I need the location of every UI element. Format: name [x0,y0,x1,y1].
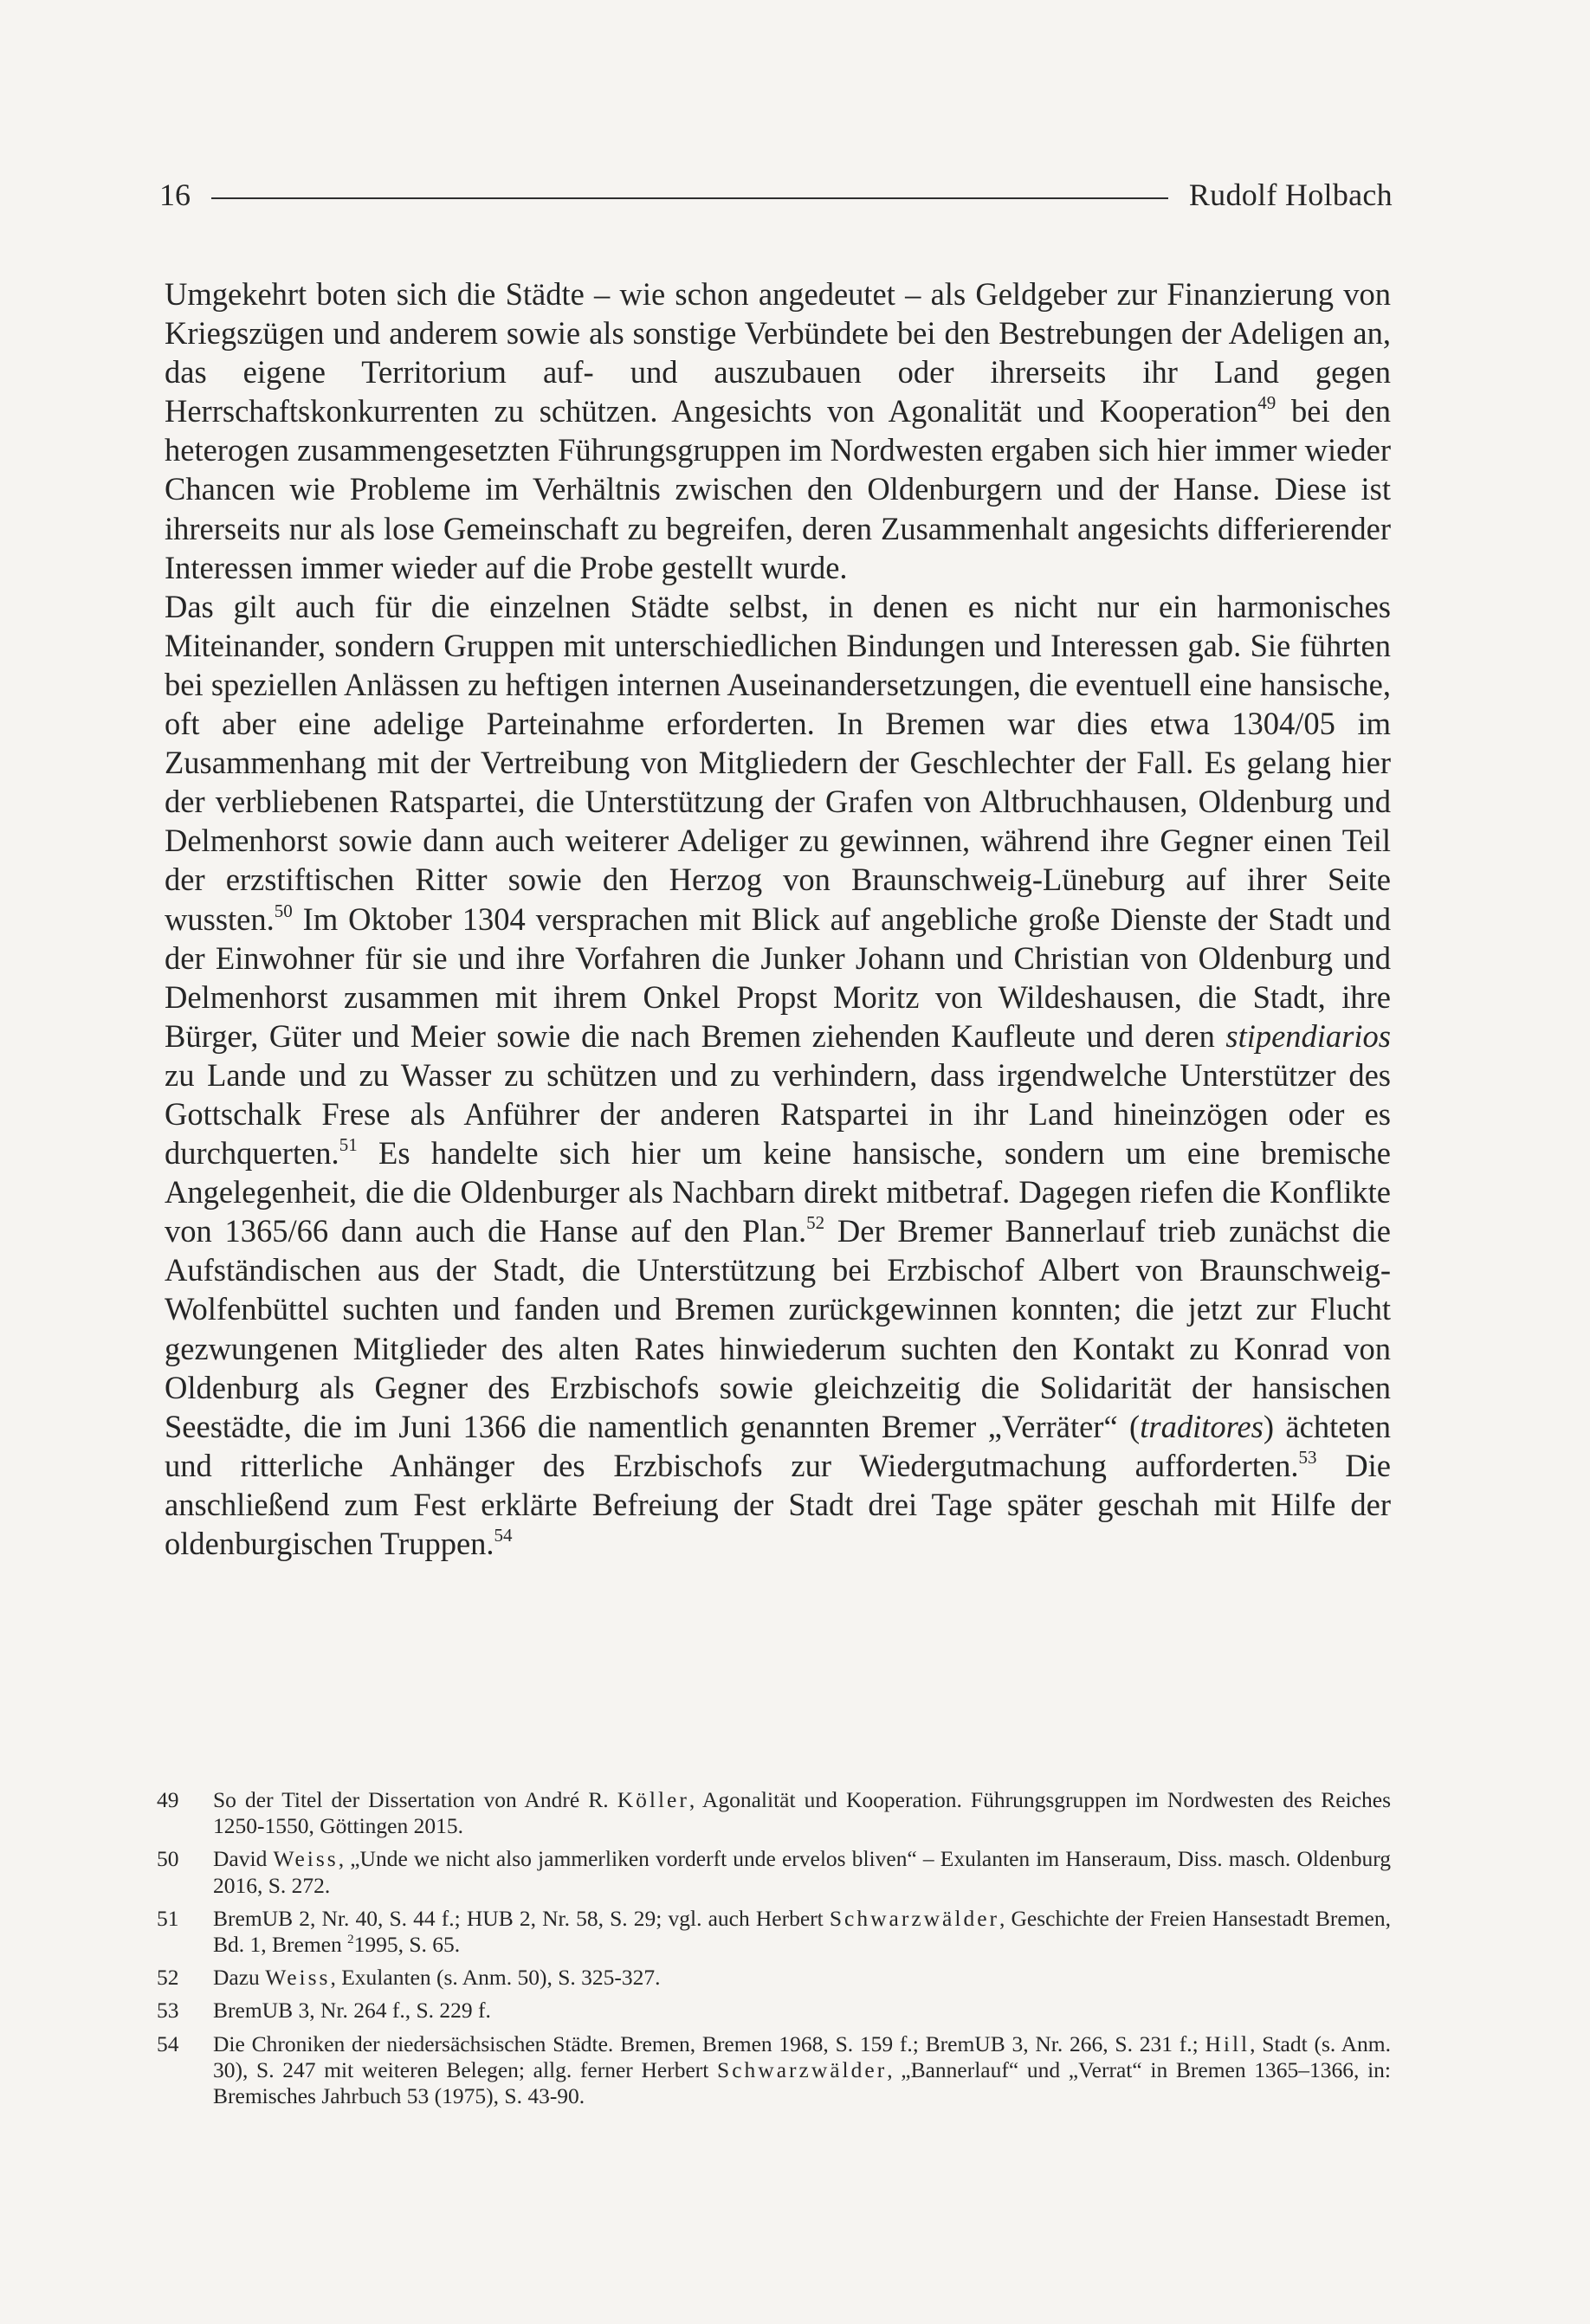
footnote-number: 49 [157,1787,179,1812]
text-run: , „Unde we nicht also jammerliken vorderft unde ervelos bliven“ – Exulanten im Hanseraum, Diss. masch. Oldenburg 2016, S. 272. [213,1846,1391,1898]
text-run: So der Titel der Dissertation von André R. [213,1787,617,1812]
text-run: , Stadt (s. Anm. 30), S. 247 mit weiteren Belegen; allg. ferner Herbert [213,2030,1391,2082]
footnote [157,1787,1391,1839]
text-run: , Geschichte der Freien Hansestadt Bremen, Bd. 1, Bremen [213,1905,1392,1958]
italic-term: traditores [1140,1408,1264,1444]
text-run: David [213,1846,274,1872]
paragraph [165,587,1391,1563]
footnote-number: 50 [157,1846,179,1872]
edition-superscript: 2 [347,1933,354,1947]
footnote-ref[interactable]: 53 [1298,1446,1317,1468]
text-run: ) ächteten und ritterliche Anhänger des Erzbischofs zur Wiedergutmachung aufforderten. [165,1408,1391,1483]
text-run: Im Oktober 1304 versprachen mit Blick auf angebliche große Dienste der Stadt und der Einwohner für sie und ihre Vorfahren die Junker Johann und Christian von Oldenburg und Delmenhorst zusammen mit ihrem Onkel Propst Moritz von Wildeshausen, die Stadt, ihre Bürger, Güter und Meier sowie die nach Bremen ziehenden Kaufleute und deren [165,901,1391,1054]
footnote [157,1965,1391,1991]
footnote-ref[interactable]: 51 [339,1134,358,1156]
text-run: , „Bannerlauf“ und „Verrat“ in Bremen 1365–1366, in: Bremisches Jahrbuch 53 (1975), S. 43-90. [213,2056,1392,2109]
author-surname: Weiss [273,1846,339,1872]
text-run: zu Lande und zu Wasser zu schützen und zu verhindern, dass irgendwelche Unterstützer des Gottschalk Frese als Anführer der anderen Ratspartei in ihr Land hineinzögen oder es durchquerten. [165,1056,1391,1172]
text-run: Es handelte sich hier um keine hansische, sondern um eine bremische Angelegenheit, die die Oldenburger als Nachbarn direkt mitbetraf. Dagegen riefen die Konflikte von 1365/66 dann auch die Hanse auf den Plan. [165,1135,1391,1249]
footnotes [157,1787,1391,2116]
footnote-ref[interactable]: 50 [274,900,293,921]
footnote-ref[interactable]: 52 [806,1212,825,1234]
header-rule [211,197,1168,199]
footnote [157,1906,1391,1958]
footnote-text [213,1906,1391,1958]
footnote-text: BremUB 3, Nr. 264 f., S. 229 f. [213,1998,491,2024]
footnote-text [213,1787,1391,1839]
text-run: BremUB 2, Nr. 40, S. 44 f.; HUB 2, Nr. 58, S. 29; vgl. auch Herbert [213,1905,830,1931]
footnote-number: 52 [157,1965,179,1991]
text-run: Der Bremer Bannerlauf trieb zunächst die Aufständischen aus der Stadt, die Unterstützung bei Erzbischof Albert von Braunschweig-Wolfenbüttel suchten und fanden und Bremen zurückgewinnen konnten; die jetzt zur Flucht gezwungenen Mitglieder des alten Rates hinwiederum suchten den Kontakt zu Konrad von Oldenburg als Gegner des Erzbischofs sowie gleichzeitig die Solidarität der hansischen Seestädte, die im Juni 1366 die namentlich genannten Bremer „Verräter“ ( [165,1213,1392,1444]
footnote-text [213,1846,1391,1898]
page-number: 16 [159,178,191,212]
footnote-number: 54 [157,2030,179,2056]
text-run: Umgekehrt boten sich die Städte – wie schon angedeutet – als Geldgeber zur Finanzierung von Kriegszügen und anderem sowie als sonstige Verbündete bei den Bestrebungen der Adeligen an, das eigene Territorium auf- und auszubauen oder ihrerseits ihr Land gegen Herrschaftskonkurrenten zu schützen. Angesichts von Agonalität und Kooperation [165,276,1391,429]
italic-term: stipendiarios [1225,1017,1391,1054]
footnote [157,1998,1391,2024]
author-surname: Weiss [265,1965,331,1991]
text-run: bei den heterogen zusammengesetzten Führungsgruppen im Nordwesten ergaben sich hier immer wieder Chancen wie Probleme im Verhältnis zwischen den Oldenburgern und der Hanse. Diese ist ihrerseits nur als lose Gemeinschaft zu begreifen, deren Zusammenhalt angesichts differierender Interessen immer wieder auf die Probe gestellt wurde. [165,393,1391,585]
running-header [159,173,1393,216]
footnote [157,2031,1391,2110]
text-run: , Exulanten (s. Anm. 50), S. 325-327. [330,1965,661,1991]
text-run: Das gilt auch für die einzelnen Städte selbst, in denen es nicht nur ein harmonisches Miteinander, sondern Gruppen mit unterschiedlichen Bindungen und Interessen gab. Sie führten bei speziellen Anlässen zu heftigen internen Auseinandersetzungen, die eventuell eine hansische, oft aber eine adelige Parteinahme erforderten. In Bremen war dies etwa 1304/05 im Zusammenhang mit der Vertreibung von Mitgliedern der Geschlechter der Fall. Es gelang hier der verbliebenen Ratspartei, die Unterstützung der Grafen von Altbruchhausen, Oldenburg und Delmenhorst sowie dann auch weiterer Adeliger zu gewinnen, während ihre Gegner einen Teil der erzstiftischen Ritter sowie den Herzog von Braunschweig-Lüneburg auf ihrer Seite wussten. [165,588,1391,937]
text-run: Dazu [213,1965,266,1991]
author-surname: Schwarzwälder [717,2056,888,2082]
text-run: 1995, S. 65. [353,1932,461,1958]
footnote-text [213,1965,1391,1991]
author-surname: Hill [1205,2030,1251,2056]
author-surname: Köller [617,1787,689,1812]
footnote-text [213,2031,1391,2110]
paragraph [165,274,1391,587]
footnote-number: 53 [157,1998,179,2024]
text-run: Die anschließend zum Fest erklärte Befreiung der Stadt drei Tage später geschah mit Hilfe der oldenburgischen Truppen. [165,1447,1391,1561]
footnote-ref[interactable]: 54 [494,1525,513,1546]
footnote-number: 51 [157,1905,179,1931]
text-run: Die Chroniken der niedersächsischen Städte. Bremen, Bremen 1968, S. 159 f.; BremUB 3, Nr. 266, S. 231 f.; [213,2030,1205,2056]
main-text [165,274,1391,1563]
running-header-author: Rudolf Holbach [1188,178,1393,212]
footnote [157,1846,1391,1898]
text-run: , Agonalität und Kooperation. Führungsgruppen im Nordwesten des Reiches 1250-1550, Göttingen 2015. [213,1787,1392,1839]
footnote-ref[interactable]: 49 [1257,392,1277,414]
author-surname: Schwarzwälder [829,1905,1000,1931]
